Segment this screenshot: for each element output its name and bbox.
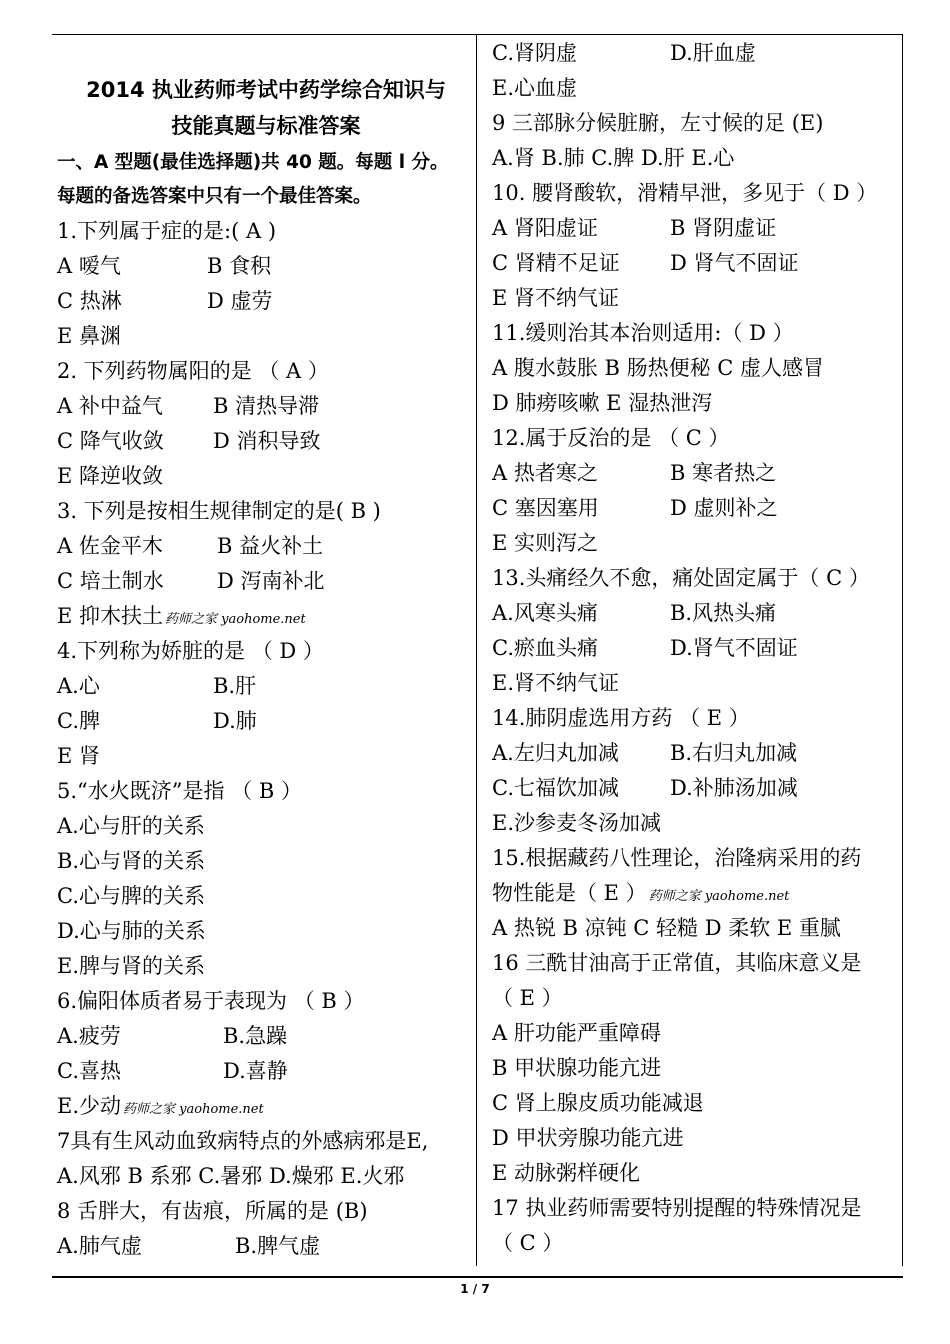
option-text: B.风热头痛 [670,601,777,625]
line-text: C.肾阴虚 [492,41,577,65]
text-line [57,634,475,669]
text-line [57,914,475,949]
line-text: E 实则泻之 [492,531,599,555]
line-text: 6.偏阳体质者易于表现为 （ B ） [57,989,365,1013]
text-line [492,806,897,841]
option-text: D.补肺汤加减 [670,776,798,800]
watermark-text: 药师之家 yaohome.net [648,889,790,904]
line-text: C.喜热 [57,1059,121,1083]
text-line [492,1086,897,1121]
line-text: C.七福饮加减 [492,776,619,800]
line-text: A 热者寒之 [492,461,598,485]
line-text: E.心血虚 [492,76,578,100]
column-divider [476,34,477,1266]
text-line [57,949,475,984]
text-line [492,176,897,211]
line-text: A.心 [57,674,100,698]
option-text: B 肾阴虚证 [670,216,777,240]
option-text: D.喜静 [223,1059,288,1083]
option-text: B.肝 [213,674,257,698]
text-line [492,1156,897,1191]
option-text: D 消积导致 [213,429,321,453]
text-line [492,281,897,316]
text-line [492,386,897,421]
left-column [57,72,475,1264]
left-question-list [57,214,475,1264]
line-text: C 培土制水 [57,569,164,593]
text-line [492,421,897,456]
text-line [492,526,897,561]
text-line [57,1019,475,1054]
text-line [57,844,475,879]
line-text: E 降逆收敛 [57,464,164,488]
text-line [492,771,897,806]
line-text: A.心与肝的关系 [57,814,205,838]
line-text: D 甲状旁腺功能亢进 [492,1126,684,1150]
line-text: C 肾精不足证 [492,251,620,275]
text-line [492,561,897,596]
line-text: A.肺气虚 [57,1234,142,1258]
line-text: （ C ） [492,1231,564,1255]
line-text: A 嗳气 [57,254,121,278]
text-line [492,106,897,141]
text-line [492,911,897,946]
watermark-text: 药师之家 yaohome.net [123,1102,264,1117]
text-line [57,529,475,564]
text-line [57,249,475,284]
option-text: B 寒者热之 [670,461,777,485]
line-text: D 肺痨咳嗽 E 湿热泄泻 [492,391,713,415]
bottom-rule [52,1276,903,1278]
text-line [57,1054,475,1089]
option-text: D 泻南补北 [217,569,325,593]
text-line [57,494,475,529]
line-text: E 鼻渊 [57,324,122,348]
line-text: 12.属于反治的是 （ C ） [492,426,730,450]
watermark-text: 药师之家 yaohome.net [165,612,306,627]
text-line [492,666,897,701]
line-text: E 肾不纳气证 [492,286,620,310]
line-text: 10. 腰肾酸软，滑精早泄，多见于（ D ） [492,181,878,205]
section-heading-line-2: 每题的备选答案中只有一个最佳答案。 [57,186,372,207]
line-text: A.左归丸加减 [492,741,619,765]
text-line [57,1229,475,1264]
line-text: A 腹水鼓胀 B 肠热便秘 C 虚人感冒 [492,356,825,380]
line-text: E.肾不纳气证 [492,671,620,695]
line-text: C.瘀血头痛 [492,636,598,660]
text-line [492,316,897,351]
option-text: D.肺 [213,709,257,733]
text-line [492,1226,897,1261]
line-text: E 抑木扶土 [57,604,164,628]
line-text: A 肾阳虚证 [492,216,598,240]
line-text: C 肾上腺皮质功能减退 [492,1091,704,1115]
text-line [492,246,897,281]
text-line [492,141,897,176]
text-line [492,351,897,386]
line-text: 1.下列属于症的是:( A ) [57,219,277,243]
line-text: 7具有生风动血致病特点的外感病邪是E, [57,1129,429,1153]
option-text: D 虚劳 [207,289,273,313]
line-text: E 肾 [57,744,101,768]
option-text: B.脾气虚 [235,1234,321,1258]
text-line [492,36,897,71]
text-line [492,491,897,526]
text-line [57,214,475,249]
option-text: B 清热导滞 [213,394,320,418]
line-text: 5.“水火既济”是指 （ B ） [57,779,302,803]
line-text: （ E ） [492,986,563,1010]
line-text: B 甲状腺功能亢进 [492,1056,662,1080]
text-line [492,631,897,666]
line-text: A 佐金平木 [57,534,163,558]
line-text: A 肝功能严重障碍 [492,1021,661,1045]
text-line [492,736,897,771]
line-text: B.心与肾的关系 [57,849,206,873]
document-title-line-1: 2014 执业药师考试中药学综合知识与 [86,78,446,102]
text-line [57,424,475,459]
text-line [492,456,897,491]
line-text: 16 三酰甘油高于正常值，其临床意义是 [492,951,862,975]
option-text: D.肾气不固证 [670,636,798,660]
option-text: D.肝血虚 [670,41,756,65]
right-question-list [492,36,897,1261]
line-text: A.风寒头痛 [492,601,598,625]
text-line [492,876,897,911]
line-text: E.脾与肾的关系 [57,954,206,978]
section-heading-line-1: 一、A 型题(最佳选择题)共 40 题。每题 l 分。 [57,152,449,173]
text-line [492,701,897,736]
line-text: A.风邪 B 系邪 C.暑邪 D.燥邪 E.火邪 [57,1164,405,1188]
line-text: 11.缓则治其本治则适用:（ D ） [492,321,794,345]
top-rule [52,34,903,35]
text-line [57,354,475,389]
line-text: 17 执业药师需要特别提醒的特殊情况是 [492,1196,862,1220]
line-text: A.肾 B.肺 C.脾 D.肝 E.心 [492,146,735,170]
line-text: C 塞因塞用 [492,496,599,520]
line-text: A.疲劳 [57,1024,121,1048]
text-line [57,669,475,704]
text-line [492,1051,897,1086]
line-text: C 热淋 [57,289,122,313]
option-text: B.右归丸加减 [670,741,798,765]
text-line [57,599,475,634]
text-line [57,319,475,354]
document-title-line-2: 技能真题与标准答案 [171,114,361,138]
text-line [492,1016,897,1051]
option-text: B 益火补土 [217,534,324,558]
text-line [57,1194,475,1229]
text-line [492,1191,897,1226]
text-line [57,389,475,424]
text-line [57,984,475,1019]
line-text: E.少动 [57,1094,122,1118]
text-line [57,459,475,494]
line-text: E.沙参麦冬汤加减 [492,811,662,835]
text-line [57,704,475,739]
text-line [57,1124,475,1159]
page-number: 1 / 7 [460,1282,490,1296]
line-text: 2. 下列药物属阳的是 （ A ） [57,359,329,383]
line-text: A 补中益气 [57,394,163,418]
right-border [902,34,903,1266]
line-text: 4.下列称为娇脏的是 （ D ） [57,639,324,663]
line-text: 15.根据藏药八性理论，治隆病采用的药 [492,846,862,870]
line-text: C.脾 [57,709,100,733]
text-line [57,1089,475,1124]
line-text: 8 舌胖大，有齿痕，所属的是 (B) [57,1199,368,1223]
line-text: 14.肺阴虚选用方药 （ E ） [492,706,750,730]
line-text: E 动脉粥样硬化 [492,1161,641,1185]
text-line [57,879,475,914]
text-line [57,564,475,599]
line-text: 9 三部脉分候脏腑，左寸候的足 (E) [492,111,824,135]
text-line [492,841,897,876]
text-line [57,739,475,774]
text-line [492,211,897,246]
option-text: B.急躁 [223,1024,288,1048]
text-line [57,284,475,319]
line-text: C.心与脾的关系 [57,884,205,908]
text-line [492,946,897,981]
line-text: 13.头痛经久不愈，痛处固定属于（ C ） [492,566,870,590]
line-text: D.心与肺的关系 [57,919,206,943]
text-line [492,71,897,106]
text-line [492,596,897,631]
text-line [492,981,897,1016]
line-text: C 降气收敛 [57,429,164,453]
option-text: D 虚则补之 [670,496,778,520]
text-line [57,1159,475,1194]
line-text: 3. 下列是按相生规律制定的是( B ) [57,499,381,523]
text-line [57,809,475,844]
text-line [57,774,475,809]
right-column [492,36,897,1261]
line-text: 物性能是（ E ） [492,881,647,905]
text-line [492,1121,897,1156]
option-text: D 肾气不固证 [670,251,799,275]
line-text: A 热锐 B 凉钝 C 轻糙 D 柔软 E 重腻 [492,916,841,940]
option-text: B 食积 [207,254,272,278]
